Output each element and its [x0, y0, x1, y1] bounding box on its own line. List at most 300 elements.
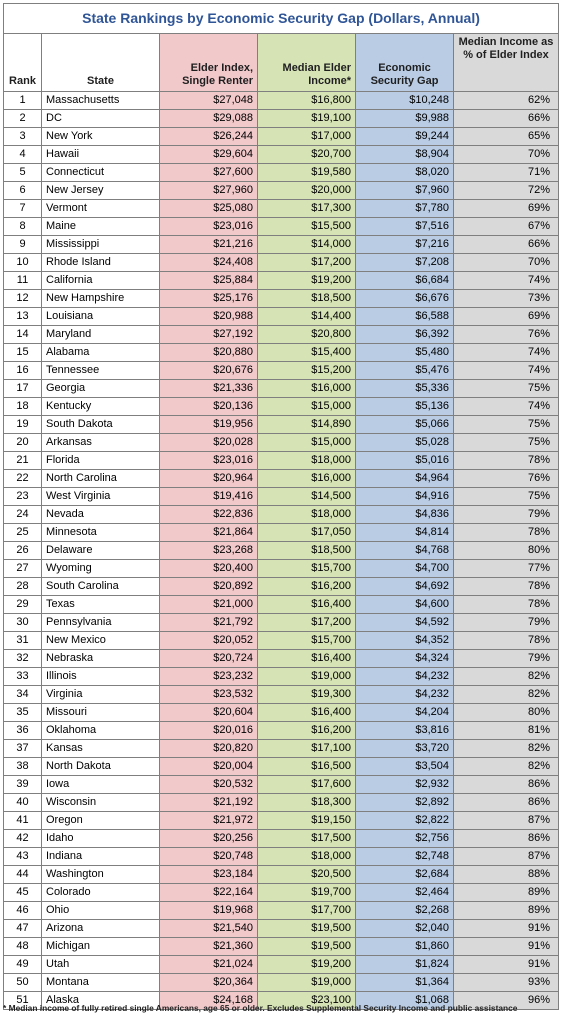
- cell-income-pct: 74%: [454, 362, 559, 380]
- table-row: [4, 326, 559, 344]
- cell-median-income: $17,200: [258, 614, 356, 632]
- cell-rank: 14: [4, 326, 42, 344]
- table-row: [4, 236, 559, 254]
- cell-income-pct: 75%: [454, 380, 559, 398]
- cell-state: New Jersey: [42, 182, 160, 200]
- cell-income-pct: 79%: [454, 506, 559, 524]
- cell-rank: 36: [4, 722, 42, 740]
- header-state: State: [42, 34, 160, 92]
- cell-rank: 20: [4, 434, 42, 452]
- cell-state: Utah: [42, 956, 160, 974]
- cell-rank: 29: [4, 596, 42, 614]
- cell-state: DC: [42, 110, 160, 128]
- cell-income-pct: 79%: [454, 650, 559, 668]
- cell-income-pct: 78%: [454, 452, 559, 470]
- cell-median-income: $15,700: [258, 632, 356, 650]
- table-row: [4, 866, 559, 884]
- table-row: [4, 650, 559, 668]
- cell-state: New Hampshire: [42, 290, 160, 308]
- cell-income-pct: 78%: [454, 524, 559, 542]
- cell-income-pct: 87%: [454, 812, 559, 830]
- cell-income-pct: 70%: [454, 146, 559, 164]
- cell-median-income: $16,000: [258, 470, 356, 488]
- cell-median-income: $14,000: [258, 236, 356, 254]
- cell-income-pct: 65%: [454, 128, 559, 146]
- cell-median-income: $16,400: [258, 704, 356, 722]
- cell-security-gap: $6,676: [356, 290, 454, 308]
- cell-security-gap: $2,684: [356, 866, 454, 884]
- cell-elder-index: $24,408: [160, 254, 258, 272]
- cell-rank: 46: [4, 902, 42, 920]
- cell-elder-index: $19,968: [160, 902, 258, 920]
- table-row: [4, 758, 559, 776]
- cell-income-pct: 74%: [454, 398, 559, 416]
- table-row: [4, 416, 559, 434]
- table-row: [4, 974, 559, 992]
- cell-state: West Virginia: [42, 488, 160, 506]
- table-row: [4, 200, 559, 218]
- cell-elder-index: $20,724: [160, 650, 258, 668]
- cell-security-gap: $4,600: [356, 596, 454, 614]
- header-median-income: Median Elder Income*: [258, 34, 356, 92]
- cell-income-pct: 66%: [454, 236, 559, 254]
- cell-security-gap: $2,748: [356, 848, 454, 866]
- cell-rank: 3: [4, 128, 42, 146]
- table-row: [4, 542, 559, 560]
- cell-state: Louisiana: [42, 308, 160, 326]
- cell-elder-index: $20,964: [160, 470, 258, 488]
- cell-income-pct: 78%: [454, 596, 559, 614]
- cell-security-gap: $4,768: [356, 542, 454, 560]
- cell-elder-index: $29,088: [160, 110, 258, 128]
- cell-rank: 30: [4, 614, 42, 632]
- cell-median-income: $19,700: [258, 884, 356, 902]
- cell-security-gap: $8,020: [356, 164, 454, 182]
- cell-income-pct: 91%: [454, 956, 559, 974]
- cell-state: South Dakota: [42, 416, 160, 434]
- cell-security-gap: $6,392: [356, 326, 454, 344]
- table-row: [4, 794, 559, 812]
- cell-elder-index: $19,956: [160, 416, 258, 434]
- cell-income-pct: 72%: [454, 182, 559, 200]
- table-row: [4, 632, 559, 650]
- cell-rank: 10: [4, 254, 42, 272]
- cell-security-gap: $4,352: [356, 632, 454, 650]
- cell-security-gap: $7,780: [356, 200, 454, 218]
- cell-elder-index: $20,364: [160, 974, 258, 992]
- cell-rank: 2: [4, 110, 42, 128]
- cell-state: South Carolina: [42, 578, 160, 596]
- cell-security-gap: $4,692: [356, 578, 454, 596]
- cell-median-income: $18,000: [258, 506, 356, 524]
- cell-median-income: $19,000: [258, 668, 356, 686]
- cell-security-gap: $4,836: [356, 506, 454, 524]
- cell-security-gap: $7,216: [356, 236, 454, 254]
- cell-rank: 24: [4, 506, 42, 524]
- cell-state: Idaho: [42, 830, 160, 848]
- cell-median-income: $19,100: [258, 110, 356, 128]
- table-row: [4, 722, 559, 740]
- cell-median-income: $16,000: [258, 380, 356, 398]
- cell-security-gap: $4,592: [356, 614, 454, 632]
- cell-rank: 9: [4, 236, 42, 254]
- cell-state: Mississippi: [42, 236, 160, 254]
- cell-median-income: $15,000: [258, 434, 356, 452]
- cell-state: Missouri: [42, 704, 160, 722]
- table-row: [4, 110, 559, 128]
- header-income-pct: Median Income as % of Elder Index: [454, 34, 559, 92]
- table-row: [4, 398, 559, 416]
- cell-security-gap: $7,960: [356, 182, 454, 200]
- cell-state: Nevada: [42, 506, 160, 524]
- cell-elder-index: $29,604: [160, 146, 258, 164]
- cell-rank: 21: [4, 452, 42, 470]
- cell-elder-index: $20,016: [160, 722, 258, 740]
- cell-rank: 42: [4, 830, 42, 848]
- cell-state: Rhode Island: [42, 254, 160, 272]
- cell-income-pct: 82%: [454, 758, 559, 776]
- cell-income-pct: 89%: [454, 902, 559, 920]
- cell-income-pct: 86%: [454, 830, 559, 848]
- table-row: [4, 488, 559, 506]
- cell-state: Florida: [42, 452, 160, 470]
- cell-median-income: $18,000: [258, 848, 356, 866]
- cell-median-income: $16,500: [258, 758, 356, 776]
- cell-security-gap: $5,066: [356, 416, 454, 434]
- cell-security-gap: $5,336: [356, 380, 454, 398]
- cell-income-pct: 96%: [454, 992, 559, 1010]
- cell-elder-index: $21,792: [160, 614, 258, 632]
- cell-income-pct: 74%: [454, 272, 559, 290]
- cell-state: Minnesota: [42, 524, 160, 542]
- cell-rank: 4: [4, 146, 42, 164]
- cell-median-income: $14,400: [258, 308, 356, 326]
- cell-security-gap: $3,816: [356, 722, 454, 740]
- cell-security-gap: $7,516: [356, 218, 454, 236]
- cell-income-pct: 82%: [454, 668, 559, 686]
- table-row: [4, 434, 559, 452]
- cell-median-income: $20,500: [258, 866, 356, 884]
- cell-income-pct: 86%: [454, 794, 559, 812]
- cell-elder-index: $23,016: [160, 452, 258, 470]
- cell-income-pct: 88%: [454, 866, 559, 884]
- cell-security-gap: $1,068: [356, 992, 454, 1010]
- cell-rank: 28: [4, 578, 42, 596]
- cell-median-income: $15,700: [258, 560, 356, 578]
- cell-elder-index: $20,820: [160, 740, 258, 758]
- cell-elder-index: $20,256: [160, 830, 258, 848]
- cell-rank: 1: [4, 92, 42, 110]
- cell-rank: 48: [4, 938, 42, 956]
- cell-security-gap: $4,204: [356, 704, 454, 722]
- cell-median-income: $18,000: [258, 452, 356, 470]
- header-row: [4, 34, 559, 92]
- table-row: [4, 290, 559, 308]
- cell-security-gap: $5,028: [356, 434, 454, 452]
- header-elder-index: Elder Index, Single Renter: [160, 34, 258, 92]
- cell-median-income: $14,890: [258, 416, 356, 434]
- cell-income-pct: 93%: [454, 974, 559, 992]
- cell-rank: 5: [4, 164, 42, 182]
- cell-median-income: $19,500: [258, 938, 356, 956]
- cell-elder-index: $22,836: [160, 506, 258, 524]
- cell-state: Connecticut: [42, 164, 160, 182]
- cell-median-income: $18,500: [258, 542, 356, 560]
- cell-income-pct: 62%: [454, 92, 559, 110]
- table-row: [4, 902, 559, 920]
- cell-rank: 13: [4, 308, 42, 326]
- cell-security-gap: $9,244: [356, 128, 454, 146]
- cell-state: Pennsylvania: [42, 614, 160, 632]
- cell-elder-index: $20,532: [160, 776, 258, 794]
- cell-state: Delaware: [42, 542, 160, 560]
- cell-rank: 49: [4, 956, 42, 974]
- cell-rank: 17: [4, 380, 42, 398]
- cell-elder-index: $20,676: [160, 362, 258, 380]
- cell-median-income: $16,400: [258, 596, 356, 614]
- cell-income-pct: 82%: [454, 740, 559, 758]
- cell-state: Vermont: [42, 200, 160, 218]
- cell-security-gap: $1,824: [356, 956, 454, 974]
- cell-state: Texas: [42, 596, 160, 614]
- cell-state: Arkansas: [42, 434, 160, 452]
- cell-income-pct: 87%: [454, 848, 559, 866]
- cell-median-income: $17,050: [258, 524, 356, 542]
- cell-median-income: $19,500: [258, 920, 356, 938]
- table-row: [4, 362, 559, 380]
- cell-elder-index: $21,000: [160, 596, 258, 614]
- cell-elder-index: $20,052: [160, 632, 258, 650]
- cell-security-gap: $2,892: [356, 794, 454, 812]
- cell-state: Illinois: [42, 668, 160, 686]
- cell-rank: 47: [4, 920, 42, 938]
- cell-median-income: $19,200: [258, 272, 356, 290]
- table-row: [4, 884, 559, 902]
- cell-elder-index: $27,600: [160, 164, 258, 182]
- cell-elder-index: $20,988: [160, 308, 258, 326]
- cell-security-gap: $2,822: [356, 812, 454, 830]
- table-row: [4, 920, 559, 938]
- cell-income-pct: 79%: [454, 614, 559, 632]
- cell-state: Indiana: [42, 848, 160, 866]
- cell-income-pct: 76%: [454, 326, 559, 344]
- cell-elder-index: $25,884: [160, 272, 258, 290]
- cell-state: Massachusetts: [42, 92, 160, 110]
- table-row: [4, 128, 559, 146]
- table-row: [4, 182, 559, 200]
- table-row: [4, 956, 559, 974]
- cell-elder-index: $21,864: [160, 524, 258, 542]
- cell-security-gap: $1,860: [356, 938, 454, 956]
- cell-elder-index: $25,080: [160, 200, 258, 218]
- cell-elder-index: $27,960: [160, 182, 258, 200]
- cell-rank: 32: [4, 650, 42, 668]
- cell-security-gap: $5,480: [356, 344, 454, 362]
- cell-median-income: $16,200: [258, 578, 356, 596]
- cell-income-pct: 70%: [454, 254, 559, 272]
- cell-state: Nebraska: [42, 650, 160, 668]
- table-row: [4, 524, 559, 542]
- cell-median-income: $16,200: [258, 722, 356, 740]
- cell-income-pct: 86%: [454, 776, 559, 794]
- cell-rank: 51: [4, 992, 42, 1010]
- cell-median-income: $20,700: [258, 146, 356, 164]
- cell-median-income: $20,000: [258, 182, 356, 200]
- cell-income-pct: 66%: [454, 110, 559, 128]
- cell-state: Wisconsin: [42, 794, 160, 812]
- cell-elder-index: $23,532: [160, 686, 258, 704]
- cell-income-pct: 77%: [454, 560, 559, 578]
- table-row: [4, 218, 559, 236]
- cell-rank: 34: [4, 686, 42, 704]
- cell-rank: 23: [4, 488, 42, 506]
- cell-elder-index: $21,540: [160, 920, 258, 938]
- cell-elder-index: $21,972: [160, 812, 258, 830]
- table-row: [4, 812, 559, 830]
- cell-security-gap: $1,364: [356, 974, 454, 992]
- table-row: [4, 470, 559, 488]
- table-row: [4, 344, 559, 362]
- cell-rank: 12: [4, 290, 42, 308]
- cell-state: Ohio: [42, 902, 160, 920]
- cell-state: Colorado: [42, 884, 160, 902]
- table-body: [4, 92, 559, 1010]
- cell-state: Arizona: [42, 920, 160, 938]
- table-title: State Rankings by Economic Security Gap (Dollars, Annual): [4, 4, 559, 34]
- cell-elder-index: $21,216: [160, 236, 258, 254]
- cell-security-gap: $2,932: [356, 776, 454, 794]
- cell-rank: 16: [4, 362, 42, 380]
- cell-income-pct: 74%: [454, 344, 559, 362]
- cell-elder-index: $20,748: [160, 848, 258, 866]
- table-row: [4, 506, 559, 524]
- table-row: [4, 848, 559, 866]
- cell-elder-index: $20,136: [160, 398, 258, 416]
- cell-median-income: $14,500: [258, 488, 356, 506]
- cell-median-income: $19,200: [258, 956, 356, 974]
- cell-median-income: $15,400: [258, 344, 356, 362]
- cell-security-gap: $2,040: [356, 920, 454, 938]
- cell-elder-index: $21,360: [160, 938, 258, 956]
- table-row: [4, 272, 559, 290]
- cell-elder-index: $19,416: [160, 488, 258, 506]
- cell-elder-index: $24,168: [160, 992, 258, 1010]
- table-row: [4, 596, 559, 614]
- cell-rank: 33: [4, 668, 42, 686]
- table-row: [4, 776, 559, 794]
- cell-rank: 45: [4, 884, 42, 902]
- cell-state: Kansas: [42, 740, 160, 758]
- cell-rank: 41: [4, 812, 42, 830]
- cell-rank: 35: [4, 704, 42, 722]
- cell-elder-index: $20,004: [160, 758, 258, 776]
- cell-income-pct: 80%: [454, 704, 559, 722]
- cell-security-gap: $5,136: [356, 398, 454, 416]
- cell-rank: 44: [4, 866, 42, 884]
- cell-income-pct: 75%: [454, 488, 559, 506]
- footnote: * Median income of fully retired single Americans, age 65 or older. Excludes Supplemental Security Income and public assistance: [3, 1003, 518, 1013]
- cell-security-gap: $4,324: [356, 650, 454, 668]
- cell-security-gap: $3,504: [356, 758, 454, 776]
- cell-state: North Carolina: [42, 470, 160, 488]
- cell-elder-index: $23,184: [160, 866, 258, 884]
- cell-rank: 50: [4, 974, 42, 992]
- cell-state: North Dakota: [42, 758, 160, 776]
- cell-income-pct: 82%: [454, 686, 559, 704]
- title-row: [4, 4, 559, 34]
- cell-state: Montana: [42, 974, 160, 992]
- table-row: [4, 380, 559, 398]
- cell-median-income: $17,700: [258, 902, 356, 920]
- cell-rank: 6: [4, 182, 42, 200]
- cell-security-gap: $2,756: [356, 830, 454, 848]
- cell-elder-index: $23,232: [160, 668, 258, 686]
- cell-rank: 18: [4, 398, 42, 416]
- cell-median-income: $17,600: [258, 776, 356, 794]
- cell-state: Wyoming: [42, 560, 160, 578]
- cell-median-income: $18,300: [258, 794, 356, 812]
- cell-rank: 26: [4, 542, 42, 560]
- cell-income-pct: 89%: [454, 884, 559, 902]
- cell-income-pct: 81%: [454, 722, 559, 740]
- table-row: [4, 704, 559, 722]
- cell-rank: 15: [4, 344, 42, 362]
- table-row: [4, 686, 559, 704]
- cell-security-gap: $4,964: [356, 470, 454, 488]
- table-row: [4, 830, 559, 848]
- cell-security-gap: $4,232: [356, 668, 454, 686]
- cell-median-income: $17,500: [258, 830, 356, 848]
- cell-elder-index: $23,268: [160, 542, 258, 560]
- cell-security-gap: $10,248: [356, 92, 454, 110]
- cell-state: Georgia: [42, 380, 160, 398]
- cell-security-gap: $4,814: [356, 524, 454, 542]
- cell-median-income: $19,000: [258, 974, 356, 992]
- cell-income-pct: 91%: [454, 920, 559, 938]
- cell-median-income: $17,200: [258, 254, 356, 272]
- cell-income-pct: 76%: [454, 470, 559, 488]
- cell-rank: 7: [4, 200, 42, 218]
- cell-rank: 8: [4, 218, 42, 236]
- cell-rank: 37: [4, 740, 42, 758]
- cell-median-income: $17,100: [258, 740, 356, 758]
- cell-elder-index: $20,028: [160, 434, 258, 452]
- rankings-table: [3, 3, 559, 1010]
- cell-state: Iowa: [42, 776, 160, 794]
- cell-median-income: $15,000: [258, 398, 356, 416]
- cell-security-gap: $4,232: [356, 686, 454, 704]
- cell-elder-index: $20,880: [160, 344, 258, 362]
- cell-state: Hawaii: [42, 146, 160, 164]
- cell-security-gap: $7,208: [356, 254, 454, 272]
- cell-rank: 40: [4, 794, 42, 812]
- cell-median-income: $17,300: [258, 200, 356, 218]
- cell-elder-index: $20,604: [160, 704, 258, 722]
- table-row: [4, 308, 559, 326]
- table-row: [4, 578, 559, 596]
- cell-elder-index: $20,400: [160, 560, 258, 578]
- table-row: [4, 614, 559, 632]
- cell-rank: 27: [4, 560, 42, 578]
- cell-rank: 19: [4, 416, 42, 434]
- spreadsheet-sheet: [3, 3, 558, 1010]
- cell-income-pct: 73%: [454, 290, 559, 308]
- cell-income-pct: 91%: [454, 938, 559, 956]
- cell-security-gap: $5,016: [356, 452, 454, 470]
- cell-rank: 11: [4, 272, 42, 290]
- cell-state: Alaska: [42, 992, 160, 1010]
- cell-elder-index: $26,244: [160, 128, 258, 146]
